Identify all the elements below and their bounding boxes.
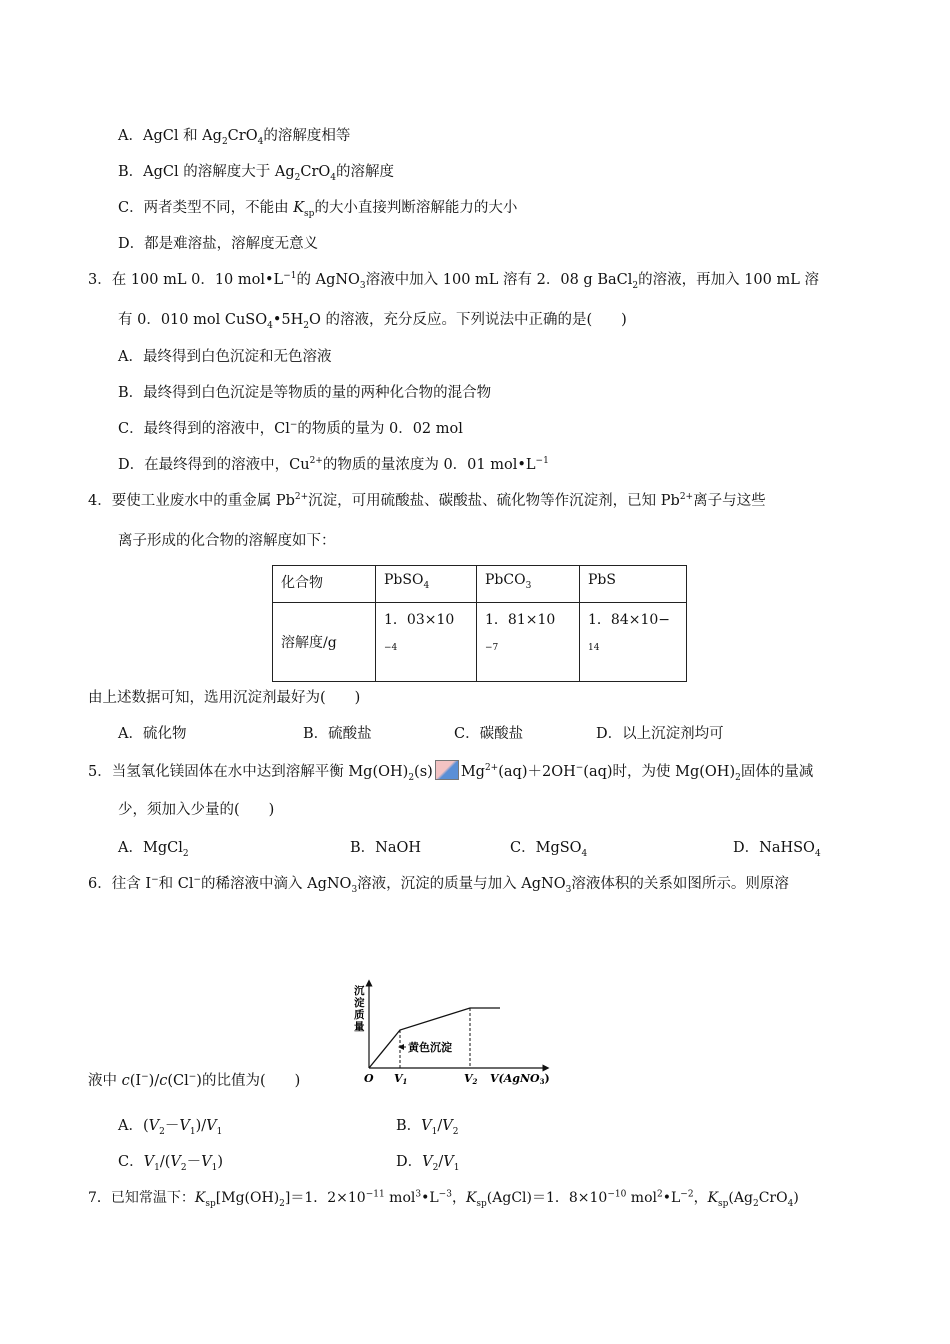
table-header-pbso4: PbSO$_4$ <box>376 566 477 603</box>
q6-option-a: A．$(V_2-V_1)/V_1$ <box>118 1118 223 1137</box>
q3-option-c: C．最终得到的溶液中，Cl−的物质的量为 0．02 mol <box>118 420 463 437</box>
table-header-pbs: PbS <box>580 566 687 603</box>
q4-stem-line2: 离子形成的化合物的溶解度如下： <box>118 533 336 549</box>
precipitate-mass-graph <box>350 978 560 1088</box>
q4-option-a: A．硫化物 <box>118 726 187 742</box>
q4-option-c: C．碳酸盐 <box>454 726 524 742</box>
table-header-compound: 化合物 <box>273 566 376 603</box>
table-row <box>273 566 687 603</box>
annotation-yellow-precipitate: 黄色沉淀 <box>408 1041 452 1054</box>
v2-label: V2 <box>464 1072 478 1086</box>
q5-option-a: A．MgCl$_2$ <box>118 840 189 859</box>
x-axis-label: V(AgNO3) <box>490 1072 550 1086</box>
q7-stem-line1: 7．已知常温下：$K_{sp}[Mg(OH)_2]=1$．$2\times 10^{-11}$ $mol^3•L^{-3}$，$K_{sp}(AgCl)=1$．$8\times 10^{-10}$ $mol^2•L^{-2}$，$K_{sp}(Ag_2CrO_4)$ <box>88 1189 799 1209</box>
q2-option-d: D．都是难溶盐，溶解度无意义 <box>118 236 319 252</box>
q3-option-a: A．最终得到白色沉淀和无色溶液 <box>118 349 332 365</box>
table-row <box>273 603 687 682</box>
q3-option-b: B．最终得到白色沉淀是等物质的量的两种化合物的混合物 <box>118 385 492 401</box>
q2-option-c: C．两者类型不同，不能由 $K_{sp}$的大小直接判断溶解能力的大小 <box>118 200 518 219</box>
y-axis-label: 沉淀质量 <box>354 985 365 1033</box>
q5-option-b: B．NaOH <box>350 840 422 856</box>
q5-stem-line1: 5．当氢氧化镁固体在水中达到溶解平衡 $Mg(OH)_2(s)$ $Mg^{2+}(aq)+2OH^-(aq)$时，为使 $Mg(OH)_2$固体的量减 <box>88 760 813 782</box>
table-cell-pbso4-value: 1．03×10 −4 <box>376 603 477 682</box>
q5-option-d: D．NaHSO$_4$ <box>733 840 821 859</box>
v1-label: V1 <box>394 1072 408 1086</box>
q2-option-b: B．AgCl 的溶解度大于 $Ag_2CrO_4$的溶解度 <box>118 164 395 183</box>
q6-option-d: D．$V_2/V_1$ <box>396 1154 460 1173</box>
table-cell-pbco3-value: 1．81×10 −7 <box>477 603 580 682</box>
q5-option-c: C．MgSO$_4$ <box>510 840 588 859</box>
q6-option-c: C．$V_1/(V_2-V_1)$ <box>118 1154 223 1173</box>
q5-stem-line2: 少，须加入少量的( ) <box>118 802 275 818</box>
origin-label: O <box>364 1072 374 1085</box>
q3-stem-line2: 有 0．010 mol $CuSO_4•5H_2O$ 的溶液，充分反应。下列说法中正确的是( ) <box>118 312 627 331</box>
q2-option-a: A．AgCl 和 $Ag_2CrO_4$的溶解度相等 <box>118 128 351 147</box>
table-header-pbco3: PbCO$_3$ <box>477 566 580 603</box>
table-cell-solubility-label: 溶解度/g <box>273 603 376 682</box>
q4-stem-line1: 4．要使工业废水中的重金属 $Pb^{2+}$沉淀，可用硫酸盐、碳酸盐、硫化物等作沉淀剂，已知 $Pb^{2+}$离子与这些 <box>88 492 766 509</box>
q4-question: 由上述数据可知，选用沉淀剂最好为( ) <box>88 690 361 706</box>
q6-option-b: B．$V_1/V_2$ <box>396 1118 459 1137</box>
q3-stem-line1: 3．在 100 mL 0．10 $mol•L^{-1}$的 AgNO$_3$溶液中加入 100 mL 溶有 2．08 g BaCl$_2$的溶液，再加入 100 mL 溶 <box>88 271 819 291</box>
q4-option-b: B．硫酸盐 <box>303 726 372 742</box>
q3-option-d: D．在最终得到的溶液中，$Cu^{2+}$的物质的量浓度为 0．01 $mol•L^{-1}$ <box>118 456 549 473</box>
q6-stem-line1: 6．往含 I−和 Cl−的稀溶液中滴入 AgNO$_3$溶液，沉淀的质量与加入 AgNO$_3$溶液体积的关系如图所示。则原溶 <box>88 875 789 895</box>
q4-option-d: D．以上沉淀剂均可 <box>596 726 724 742</box>
q6-stem-line2: 液中 c(I−)/c(Cl−)的比值为( ) <box>88 1072 301 1089</box>
equilibrium-arrow-icon <box>435 760 459 780</box>
precipitate-curve <box>369 1008 500 1068</box>
solubility-table <box>272 565 687 682</box>
table-cell-pbs-value: 1．84×10− 14 <box>580 603 687 682</box>
